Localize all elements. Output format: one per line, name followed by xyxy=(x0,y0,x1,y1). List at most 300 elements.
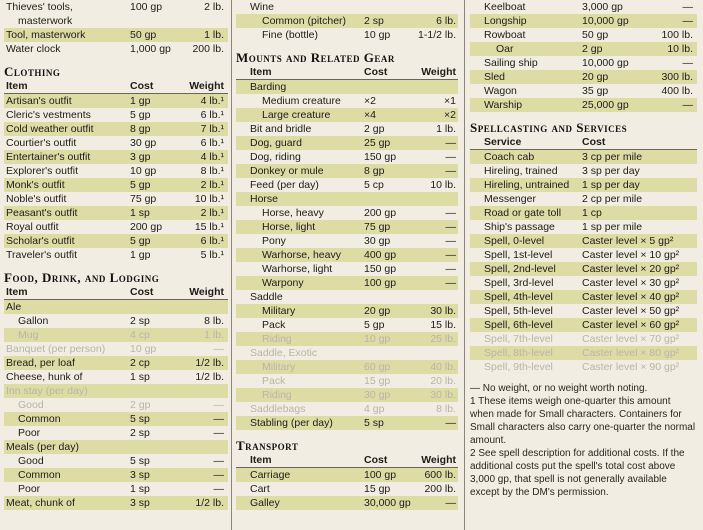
cell-cost: 200 gp xyxy=(364,207,397,219)
cell-cost: 4 cp xyxy=(130,329,150,341)
cell-cost: ×2 xyxy=(364,95,376,107)
cell-cost: 2 sp xyxy=(130,315,150,327)
cell-cost: 1 sp xyxy=(130,207,150,219)
cell-weight: 15 lb.¹ xyxy=(194,221,224,233)
table-row xyxy=(4,370,228,384)
cell-item: Longship xyxy=(484,15,527,27)
cell-cost: 50 gp xyxy=(130,29,157,41)
cell-cost: 100 gp xyxy=(130,1,163,13)
table-row xyxy=(4,178,228,192)
cell-service: Spell, 3rd-level xyxy=(484,277,554,289)
table-row xyxy=(236,28,458,42)
cell-item: Wagon xyxy=(484,85,517,97)
cell-item: Inn stay (per day) xyxy=(6,385,88,397)
table-row xyxy=(236,360,458,374)
cell-item: Sled xyxy=(484,71,506,83)
cell-cost: 2 cp per mile xyxy=(582,193,643,205)
cell-cost: 5 sp xyxy=(364,417,384,429)
cell-item: Cheese, hunk of xyxy=(6,371,83,383)
cell-item: Saddle xyxy=(250,291,283,303)
table-row xyxy=(236,482,458,496)
cell-weight: ×1 xyxy=(444,95,456,107)
cell-item: Bit and bridle xyxy=(250,123,312,135)
table-row xyxy=(470,206,697,220)
cell-cost: 3 sp xyxy=(130,469,150,481)
table-row xyxy=(4,468,228,482)
table-row xyxy=(236,290,458,304)
column-header-item: Item xyxy=(250,66,272,78)
table-row xyxy=(236,136,458,150)
spellcasting-table xyxy=(470,150,697,374)
cell-item: Pack xyxy=(262,319,286,331)
cell-item: Fine (bottle) xyxy=(262,29,319,41)
cell-service: Ship's passage xyxy=(484,221,555,233)
cell-item: Banquet (per person) xyxy=(6,343,106,355)
cell-cost: 75 gp xyxy=(130,193,157,205)
cell-cost: 5 cp xyxy=(364,179,384,191)
clothing-table xyxy=(4,94,228,262)
table-row xyxy=(236,108,458,122)
table-header xyxy=(236,454,458,468)
cell-cost: 35 gp xyxy=(582,85,609,97)
table-row xyxy=(470,84,697,98)
cell-cost: 5 gp xyxy=(130,109,151,121)
cell-service: Spell, 9th-level xyxy=(484,361,553,373)
cell-weight: 200 lb. xyxy=(424,483,456,495)
cell-cost: 100 gp xyxy=(364,469,397,481)
cell-cost: 3 sp xyxy=(130,497,150,509)
cell-cost: 1 cp xyxy=(582,207,602,219)
cell-cost: 150 gp xyxy=(364,263,397,275)
cell-item: Cleric's vestments xyxy=(6,109,91,121)
table-row xyxy=(236,468,458,482)
table-row xyxy=(236,150,458,164)
cell-weight: 10 lb. xyxy=(667,43,693,55)
cell-item: Dog, riding xyxy=(250,151,301,163)
cell-weight: — xyxy=(445,249,456,261)
table-row xyxy=(4,248,228,262)
cell-item: Cold weather outfit xyxy=(6,123,94,135)
cell-service: Spell, 2nd-level xyxy=(484,263,556,275)
table-row xyxy=(470,332,697,346)
cell-weight: 25 lb. xyxy=(430,333,456,345)
cell-weight: — xyxy=(445,137,456,149)
cell-cost: 1 gp xyxy=(130,249,151,261)
table-row xyxy=(4,412,228,426)
cell-cost: 50 gp xyxy=(582,29,609,41)
cell-weight: — xyxy=(213,469,224,481)
cell-cost: 8 gp xyxy=(130,123,151,135)
cell-cost: Caster level × 30 gp² xyxy=(582,277,680,289)
cell-weight: 1-1/2 lb. xyxy=(418,29,456,41)
cell-weight: 6 lb. xyxy=(436,15,456,27)
cell-cost: 1 gp xyxy=(130,95,151,107)
table-row xyxy=(4,356,228,370)
cell-weight: 8 lb. xyxy=(204,315,224,327)
table-row xyxy=(470,14,697,28)
cell-item: Military xyxy=(262,361,296,373)
table-row xyxy=(470,304,697,318)
cell-cost: Caster level × 60 gp² xyxy=(582,319,680,331)
table-row xyxy=(4,192,228,206)
cell-item: Dog, guard xyxy=(250,137,302,149)
cell-cost: 30 gp xyxy=(364,235,391,247)
cell-weight: — xyxy=(445,165,456,177)
cell-weight: 4 lb.¹ xyxy=(200,151,224,163)
cell-cost: 10 gp xyxy=(130,343,157,355)
table-row xyxy=(236,346,458,360)
cell-cost: 5 gp xyxy=(130,179,151,191)
cell-item: Poor xyxy=(18,483,41,495)
cell-item: Donkey or mule xyxy=(250,165,324,177)
table-row xyxy=(470,28,697,42)
food-table xyxy=(4,300,228,510)
cell-item: Cart xyxy=(250,483,270,495)
table-row xyxy=(4,234,228,248)
cell-weight: 5 lb.¹ xyxy=(200,249,224,261)
table-row xyxy=(236,164,458,178)
cell-service: Spell, 0-level xyxy=(484,235,545,247)
cell-item: Good xyxy=(18,399,44,411)
cell-cost: 10 gp xyxy=(130,165,157,177)
cell-item: Saddle, Exotic xyxy=(250,347,318,359)
table-row xyxy=(470,0,697,14)
table-row xyxy=(4,28,228,42)
cell-cost: 10,000 gp xyxy=(582,57,629,69)
cell-cost: 200 gp xyxy=(130,221,163,233)
table-row xyxy=(470,42,697,56)
cell-cost: 2 sp xyxy=(364,15,384,27)
footnote-dash: — No weight, or no weight worth noting. xyxy=(470,383,648,394)
table-row xyxy=(236,416,458,430)
cell-cost: 1 sp xyxy=(130,371,150,383)
cell-cost: 1 sp per mile xyxy=(582,221,643,233)
table-row xyxy=(4,122,228,136)
table-row xyxy=(470,56,697,70)
cell-weight: 30 lb. xyxy=(430,389,456,401)
cell-cost: 3 cp per mile xyxy=(582,151,643,163)
cell-weight: — xyxy=(682,1,693,13)
cell-weight: — xyxy=(213,343,224,355)
table-row xyxy=(236,80,458,94)
cell-service: Messenger xyxy=(484,193,536,205)
cell-item: Keelboat xyxy=(484,1,526,13)
cell-weight: 1 lb. xyxy=(204,29,224,41)
column-header-item: Item xyxy=(6,286,28,298)
column-header-cost: Cost xyxy=(130,286,154,298)
cell-item: Saddlebags xyxy=(250,403,306,415)
cell-weight: 7 lb.¹ xyxy=(200,123,224,135)
cell-cost: Caster level × 5 gp² xyxy=(582,235,674,247)
cell-weight: 1/2 lb. xyxy=(195,357,224,369)
cell-item: Warhorse, heavy xyxy=(262,249,341,261)
cell-cost: Caster level × 20 gp² xyxy=(582,263,680,275)
cell-service: Spell, 8th-level xyxy=(484,347,553,359)
cell-weight: 10 lb.¹ xyxy=(194,193,224,205)
cell-item: Meat, chunk of xyxy=(6,497,75,509)
table-header xyxy=(4,286,228,300)
cell-weight: — xyxy=(682,57,693,69)
cell-weight: — xyxy=(445,263,456,275)
cell-item: Good xyxy=(18,455,44,467)
table-row xyxy=(470,346,697,360)
cell-weight: 1/2 lb. xyxy=(195,497,224,509)
cell-cost: 15 gp xyxy=(364,483,391,495)
continued-transport-table xyxy=(470,0,697,112)
cell-weight: — xyxy=(213,483,224,495)
cell-weight: — xyxy=(213,413,224,425)
table-row xyxy=(4,0,228,14)
table-row xyxy=(4,42,228,56)
table-row xyxy=(470,318,697,332)
cell-cost: 20 gp xyxy=(582,71,609,83)
cell-weight: 400 lb. xyxy=(661,85,693,97)
cell-weight: — xyxy=(445,417,456,429)
table-row xyxy=(4,328,228,342)
mounts-table xyxy=(236,80,458,430)
food-heading: Food, Drink, and Lodging xyxy=(4,270,160,285)
table-row xyxy=(470,248,697,262)
cell-cost: Caster level × 90 gp² xyxy=(582,361,680,373)
table-row xyxy=(470,276,697,290)
cell-weight: 2 lb.¹ xyxy=(200,207,224,219)
cell-item: Explorer's outfit xyxy=(6,165,79,177)
table-row xyxy=(470,150,697,164)
column-middle xyxy=(236,0,458,510)
cell-cost: 5 sp xyxy=(130,413,150,425)
table-row xyxy=(236,332,458,346)
table-row xyxy=(4,342,228,356)
cell-item: Royal outfit xyxy=(6,221,59,233)
table-header xyxy=(4,80,228,94)
cell-item: Horse, light xyxy=(262,221,316,233)
table-row xyxy=(470,220,697,234)
column-header-weight: Weight xyxy=(189,286,224,298)
cell-item: Pony xyxy=(262,235,286,247)
table-row xyxy=(236,14,458,28)
cell-cost: 30,000 gp xyxy=(364,497,411,509)
continued-equipment-table xyxy=(4,0,228,56)
cell-weight: — xyxy=(445,151,456,163)
mounts-heading: Mounts and Related Gear xyxy=(236,50,395,65)
table-row xyxy=(236,206,458,220)
cell-cost: Caster level × 70 gp² xyxy=(582,333,680,345)
table-row xyxy=(236,262,458,276)
cell-cost: 20 gp xyxy=(364,305,391,317)
cell-cost: ×4 xyxy=(364,109,376,121)
cell-item: Barding xyxy=(250,81,287,93)
cell-cost: Caster level × 40 gp² xyxy=(582,291,680,303)
column-header-service: Service xyxy=(484,136,522,148)
cell-item: Warship xyxy=(484,99,523,111)
cell-weight: — xyxy=(445,277,456,289)
cell-weight: 200 lb. xyxy=(192,43,224,55)
cell-cost: 5 gp xyxy=(364,319,385,331)
cell-weight: 6 lb.¹ xyxy=(200,137,224,149)
cell-weight: 4 lb.¹ xyxy=(200,95,224,107)
cell-item: Artisan's outfit xyxy=(6,95,72,107)
cell-weight: 1/2 lb. xyxy=(195,371,224,383)
cell-item: Traveler's outfit xyxy=(6,249,78,261)
cell-item: Entertainer's outfit xyxy=(6,151,91,163)
cell-item: Horse xyxy=(250,193,279,205)
table-row xyxy=(470,178,697,192)
cell-service: Spell, 7th-level xyxy=(484,333,553,345)
table-row xyxy=(470,70,697,84)
column-header-cost: Cost xyxy=(582,136,606,148)
cell-cost: 400 gp xyxy=(364,249,397,261)
column-header-cost: Cost xyxy=(130,80,154,92)
cell-cost: 75 gp xyxy=(364,221,391,233)
cell-item: Common xyxy=(18,469,61,481)
cell-cost: 60 gp xyxy=(364,361,391,373)
table-row xyxy=(4,398,228,412)
table-row xyxy=(4,314,228,328)
cell-item: Galley xyxy=(250,497,280,509)
cell-cost: 2 gp xyxy=(582,43,603,55)
continued-food-table xyxy=(236,0,458,42)
cell-weight: — xyxy=(682,99,693,111)
transport-table xyxy=(236,468,458,510)
table-row xyxy=(236,192,458,206)
footnote-2: 2 See spell description for additional costs. If the additional costs put the spell's total cost above 3,000 gp, that spell is not generally available except by the DM's permission. xyxy=(470,448,685,498)
cell-weight: — xyxy=(682,15,693,27)
cell-cost: 8 gp xyxy=(364,165,385,177)
cell-cost: 10 gp xyxy=(364,29,391,41)
cell-weight: — xyxy=(445,235,456,247)
column-header-item: Item xyxy=(250,454,272,466)
cell-weight: 2 lb. xyxy=(204,1,224,13)
cell-weight: 8 lb. xyxy=(436,403,456,415)
cell-weight: 40 lb. xyxy=(430,361,456,373)
table-row xyxy=(4,108,228,122)
table-row xyxy=(4,440,228,454)
column-divider xyxy=(464,0,465,530)
column-header-weight: Weight xyxy=(189,80,224,92)
cell-item: Oar xyxy=(496,43,514,55)
table-row xyxy=(4,454,228,468)
cell-weight: 15 lb. xyxy=(430,319,456,331)
cell-weight: 600 lb. xyxy=(424,469,456,481)
table-row xyxy=(236,304,458,318)
cell-weight: — xyxy=(213,427,224,439)
cell-weight: — xyxy=(213,399,224,411)
table-row xyxy=(236,402,458,416)
cell-cost: Caster level × 80 gp² xyxy=(582,347,680,359)
spellcasting-heading: Spellcasting and Services xyxy=(470,120,628,135)
cell-item: Meals (per day) xyxy=(6,441,79,453)
cell-service: Hireling, untrained xyxy=(484,179,570,191)
table-row xyxy=(4,136,228,150)
cell-item: Thieves' tools, xyxy=(6,1,73,13)
cell-cost: 10,000 gp xyxy=(582,15,629,27)
cell-item: Monk's outfit xyxy=(6,179,65,191)
table-row xyxy=(4,482,228,496)
cell-item: Wine xyxy=(250,1,274,13)
cell-item: Ale xyxy=(6,301,22,313)
table-row xyxy=(4,150,228,164)
cell-item: Pack xyxy=(262,375,286,387)
cell-item: Peasant's outfit xyxy=(6,207,78,219)
cell-item: Rowboat xyxy=(484,29,526,41)
cell-weight: 100 lb. xyxy=(661,29,693,41)
table-row xyxy=(236,122,458,136)
cell-weight: 300 lb. xyxy=(661,71,693,83)
cell-item: Riding xyxy=(262,333,292,345)
cell-service: Spell, 4th-level xyxy=(484,291,553,303)
cell-cost: 1,000 gp xyxy=(130,43,171,55)
cell-item: Poor xyxy=(18,427,41,439)
cell-item: Common (pitcher) xyxy=(262,15,347,27)
cell-item: Water clock xyxy=(6,43,61,55)
cell-cost: 2 cp xyxy=(130,357,150,369)
cell-item: Common xyxy=(18,413,61,425)
table-row xyxy=(236,496,458,510)
table-row xyxy=(4,14,228,28)
cell-cost: 5 sp xyxy=(130,455,150,467)
cell-item: Stabling (per day) xyxy=(250,417,333,429)
cell-cost: 150 gp xyxy=(364,151,397,163)
table-row xyxy=(236,318,458,332)
table-header xyxy=(236,66,458,80)
cell-item: Feed (per day) xyxy=(250,179,319,191)
cell-cost: 2 gp xyxy=(130,399,151,411)
cell-item: Riding xyxy=(262,389,292,401)
table-row xyxy=(470,290,697,304)
column-header-weight: Weight xyxy=(421,66,456,78)
table-row xyxy=(236,94,458,108)
cell-weight: 6 lb.¹ xyxy=(200,235,224,247)
cell-service: Spell, 5th-level xyxy=(484,305,553,317)
cell-item: Warpony xyxy=(262,277,304,289)
cell-item: masterwork xyxy=(18,15,73,27)
table-row xyxy=(4,300,228,314)
column-right xyxy=(470,0,697,499)
column-divider xyxy=(231,0,232,530)
table-row xyxy=(470,234,697,248)
cell-cost: 1 sp xyxy=(130,483,150,495)
cell-item: Gallon xyxy=(18,315,49,327)
cell-cost: 30 gp xyxy=(364,389,391,401)
cell-weight: 2 lb.¹ xyxy=(200,179,224,191)
cell-cost: 2 sp xyxy=(130,427,150,439)
cell-cost: 3,000 gp xyxy=(582,1,623,13)
cell-item: Bread, per loaf xyxy=(6,357,75,369)
cell-item: Warhorse, light xyxy=(262,263,333,275)
column-header-item: Item xyxy=(6,80,28,92)
cell-weight: — xyxy=(445,221,456,233)
cell-service: Road or gate toll xyxy=(484,207,562,219)
table-row xyxy=(470,360,697,374)
cell-item: Medium creature xyxy=(262,95,341,107)
table-row xyxy=(236,220,458,234)
cell-item: Large creature xyxy=(262,109,331,121)
cell-cost: 1 sp per day xyxy=(582,179,640,191)
cell-cost: Caster level × 10 gp² xyxy=(582,249,680,261)
cell-item: Horse, heavy xyxy=(262,207,324,219)
cell-weight: 6 lb.¹ xyxy=(200,109,224,121)
footnotes xyxy=(470,382,697,499)
table-row xyxy=(470,262,697,276)
cell-weight: 10 lb. xyxy=(430,179,456,191)
cell-cost: 15 gp xyxy=(364,375,391,387)
cell-item: Mug xyxy=(18,329,39,341)
table-row xyxy=(4,206,228,220)
cell-item: Military xyxy=(262,305,296,317)
cell-weight: — xyxy=(445,207,456,219)
column-header-cost: Cost xyxy=(364,454,388,466)
transport-heading: Transport xyxy=(236,438,299,453)
